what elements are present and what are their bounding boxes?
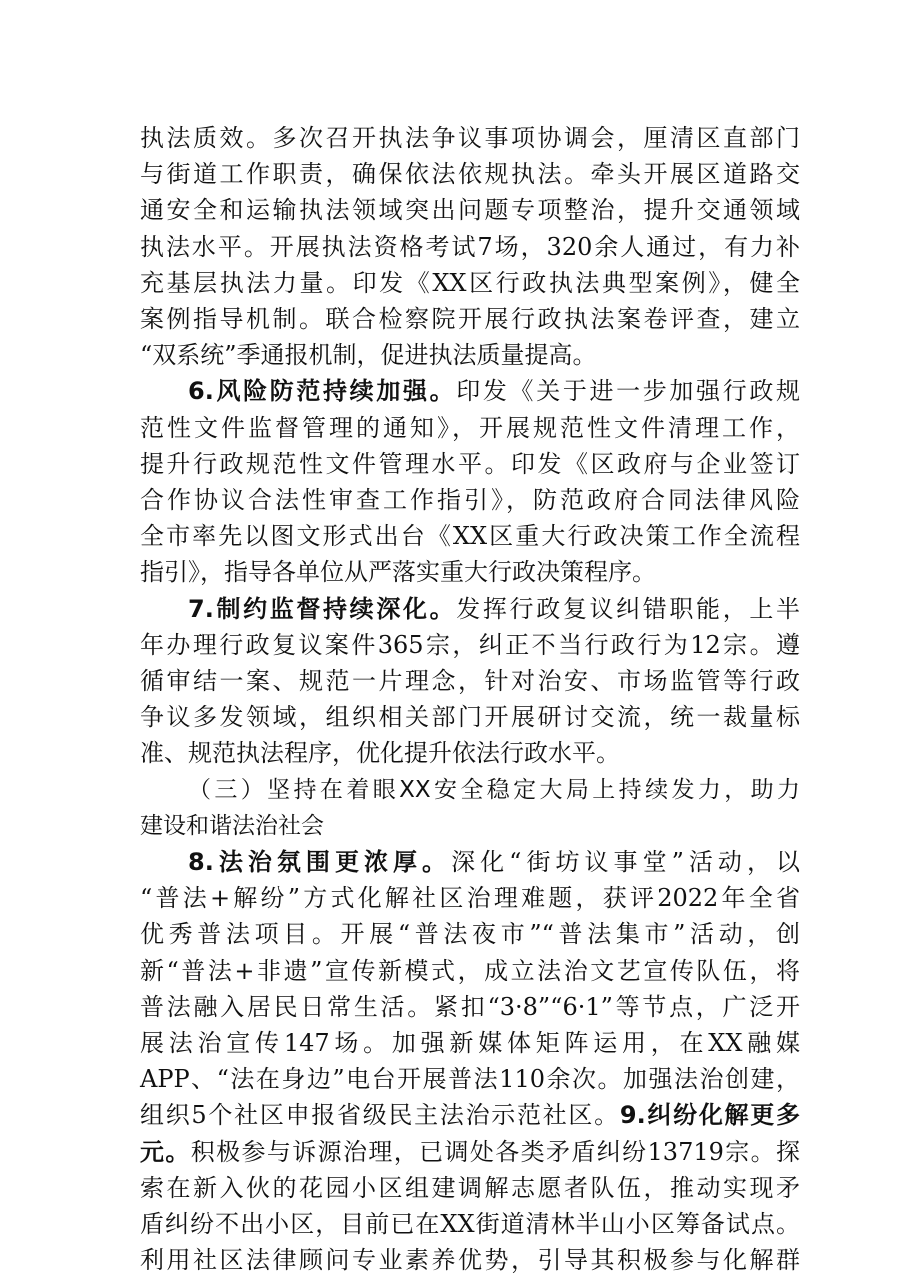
- text-line: 通安全和运输执法领域突出问题专项整治，提升交通领域: [140, 196, 800, 225]
- text-span: 积极参与诉源治理，已调处各类矛盾纠纷13719宗。探: [190, 1137, 801, 1166]
- paragraph-9-first-line: [140, 1134, 800, 1170]
- text-line: 利用社区法律顾问专业素养优势，引导其积极参与化解群: [140, 1246, 800, 1275]
- paragraph-7-title: 7.制约监督持续深化。: [188, 594, 457, 623]
- paragraph-8-first-line: [188, 844, 800, 880]
- paragraph-6-first-line: [188, 373, 800, 409]
- text-span: 组织5个社区申报省级民主法治示范社区。: [140, 1101, 620, 1130]
- text-span: 印发《关于进一步加强行政规: [456, 377, 800, 406]
- text-line: 新“普法+非遗”宣传新模式，成立法治文艺宣传队伍，将: [140, 956, 800, 985]
- text-line: 普法融入居民日常生活。紧扣“3·8”“6·1”等节点，广泛开: [140, 992, 800, 1021]
- text-line: APP、“法在身边”电台开展普法110余次。加强法治创建，: [140, 1065, 800, 1094]
- text-line: 年办理行政复议案件365宗，纠正不当行政行为12宗。遵: [140, 630, 800, 659]
- text-line: 指引》，指导各单位从严落实重大行政决策程序。: [140, 558, 656, 587]
- text-line: 全市率先以图文形式出台《XX区重大行政决策工作全流程: [140, 522, 800, 551]
- text-line: 执法质效。多次召开执法争议事项协调会，厘清区直部门: [140, 124, 800, 152]
- text-span: 深化“街坊议事堂”活动，以: [451, 848, 800, 876]
- section-heading: （三）坚持在着眼XX安全稳定大局上持续发力，助力: [188, 776, 800, 803]
- paragraph-9-title: 9.纠纷化解更多: [619, 1101, 800, 1130]
- text-line: 优秀普法项目。开展“普法夜市”“普法集市”活动，创: [140, 920, 800, 949]
- text-line: 展法治宣传147场。加强新媒体矩阵运用，在XX融媒: [140, 1029, 800, 1057]
- section-heading-cont: 建设和谐法治社会: [140, 812, 324, 839]
- text-line: “普法+解纷”方式化解社区治理难题，获评2022年全省: [140, 884, 800, 913]
- text-line: 案例指导机制。联合检察院开展行政执法案卷评查，建立: [140, 305, 800, 333]
- text-line: 范性文件监督管理的通知》，开展规范性文件清理工作，: [140, 413, 800, 442]
- text-line: 合作协议合法性审查工作指引》，防范政府合同法律风险: [140, 486, 800, 514]
- paragraph-8-last-line: [140, 1097, 800, 1133]
- text-line: 循审结一案、规范一片理念，针对治安、市场监管等行政: [140, 667, 800, 695]
- text-line: 执法水平。开展执法资格考试7场，320余人通过，有力补: [140, 232, 800, 261]
- paragraph-9-title-cont: 元。: [140, 1137, 191, 1166]
- text-line: 提升行政规范性文件管理水平。印发《区政府与企业签订: [140, 449, 800, 478]
- text-line: “双系统”季通报机制，促进执法质量提高。: [140, 341, 597, 370]
- text-line: 争议多发领域，组织相关部门开展研讨交流，统一裁量标: [140, 703, 800, 732]
- paragraph-7-first-line: [188, 591, 800, 627]
- paragraph-6-title: 6.风险防范持续加强。: [188, 377, 457, 406]
- text-line: 索在新入伙的花园小区组建调解志愿者队伍，推动实现矛: [140, 1173, 800, 1202]
- paragraph-8-title: 8.法治氛围更浓厚。: [188, 848, 452, 876]
- text-line: 充基层执法力量。印发《XX区行政执法典型案例》，健全: [140, 268, 800, 297]
- text-line: 准、规范执法程序，优化提升依法行政水平。: [140, 739, 620, 768]
- text-line: 与街道工作职责，确保依法依规执法。牵头开展区道路交: [140, 160, 800, 189]
- text-span: 发挥行政复议纠错职能，上半: [456, 594, 800, 623]
- text-line: 盾纠纷不出小区，目前已在XX街道清林半山小区筹备试点。: [140, 1210, 800, 1238]
